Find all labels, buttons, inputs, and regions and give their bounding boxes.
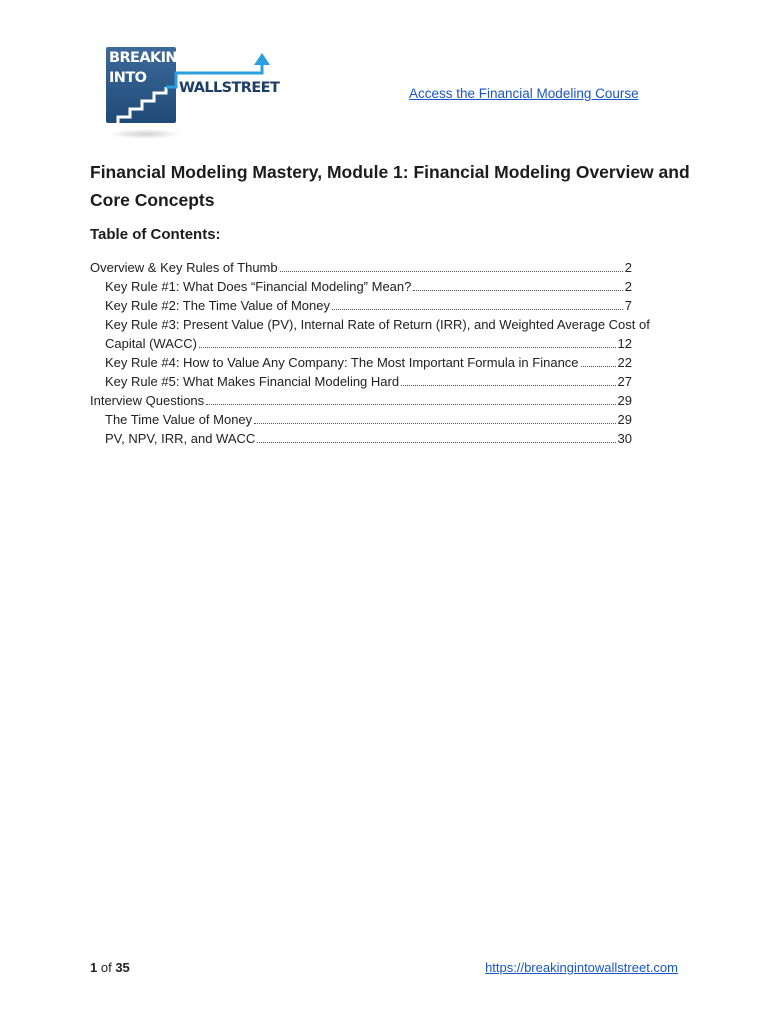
current-page: 1 xyxy=(90,960,98,975)
toc-dot-leader xyxy=(280,271,623,272)
document-title: Financial Modeling Mastery, Module 1: Financial Modeling Overview and Core Concepts xyxy=(90,162,690,210)
toc-entry-page: 2 xyxy=(624,279,632,294)
logo-text-into: INTO xyxy=(109,70,147,86)
toc-heading: Table of Contents: xyxy=(90,226,221,243)
toc-entry[interactable] xyxy=(90,410,680,429)
toc-entry[interactable] xyxy=(90,315,680,334)
toc-entry-page: 30 xyxy=(617,431,632,446)
toc-entry-title: Capital (WACC) xyxy=(105,336,197,351)
toc-dot-leader xyxy=(257,442,615,443)
toc-dot-leader xyxy=(581,366,616,367)
logo-text-wallstreet: WALLSTREET xyxy=(179,80,280,96)
toc-entry[interactable] xyxy=(90,372,680,391)
toc-dot-leader xyxy=(401,385,615,386)
of-label: of xyxy=(100,960,112,975)
breaking-into-wallstreet-logo xyxy=(104,45,280,143)
toc-entry-page: 27 xyxy=(617,374,632,389)
toc-entry[interactable] xyxy=(90,277,680,296)
site-link[interactable]: https://breakingintowallstreet.com xyxy=(485,960,678,975)
toc-entry[interactable] xyxy=(90,353,680,372)
table-of-contents xyxy=(90,258,680,448)
toc-entry-title: Key Rule #2: The Time Value of Money xyxy=(105,298,330,313)
toc-entry[interactable] xyxy=(90,391,680,410)
toc-dot-leader xyxy=(413,290,622,291)
toc-dot-leader xyxy=(206,404,615,405)
toc-dot-leader xyxy=(199,347,616,348)
toc-entry[interactable] xyxy=(90,334,680,353)
toc-entry-page: 22 xyxy=(617,355,632,370)
toc-entry-page: 7 xyxy=(624,298,632,313)
toc-entry-title: PV, NPV, IRR, and WACC xyxy=(105,431,256,446)
toc-entry-page: 29 xyxy=(617,393,632,408)
toc-entry-title: Key Rule #4: How to Value Any Company: The Most Important Formula in Finance xyxy=(105,355,579,370)
toc-entry-title: Key Rule #3: Present Value (PV), Internal Rate of Return (IRR), and Weighted Average Cost of xyxy=(105,317,650,332)
course-link[interactable]: Access the Financial Modeling Course xyxy=(409,86,639,101)
logo-text-breaking: BREAKING xyxy=(109,50,189,66)
toc-entry-title: Interview Questions xyxy=(90,393,205,408)
toc-entry-page: 12 xyxy=(617,336,632,351)
toc-entry-page: 2 xyxy=(624,260,632,275)
page-number xyxy=(90,960,130,975)
toc-entry[interactable] xyxy=(90,258,680,277)
toc-entry[interactable] xyxy=(90,429,680,448)
toc-dot-leader xyxy=(254,423,615,424)
toc-entry-title: Key Rule #1: What Does “Financial Modeling” Mean? xyxy=(105,279,412,294)
toc-entry-title: The Time Value of Money xyxy=(105,412,253,427)
toc-entry-title: Overview & Key Rules of Thumb xyxy=(90,260,278,275)
toc-entry-title: Key Rule #5: What Makes Financial Modeling Hard xyxy=(105,374,400,389)
total-pages: 35 xyxy=(115,960,130,975)
toc-entry[interactable] xyxy=(90,296,680,315)
toc-dot-leader xyxy=(332,309,623,310)
toc-entry-page: 29 xyxy=(617,412,632,427)
